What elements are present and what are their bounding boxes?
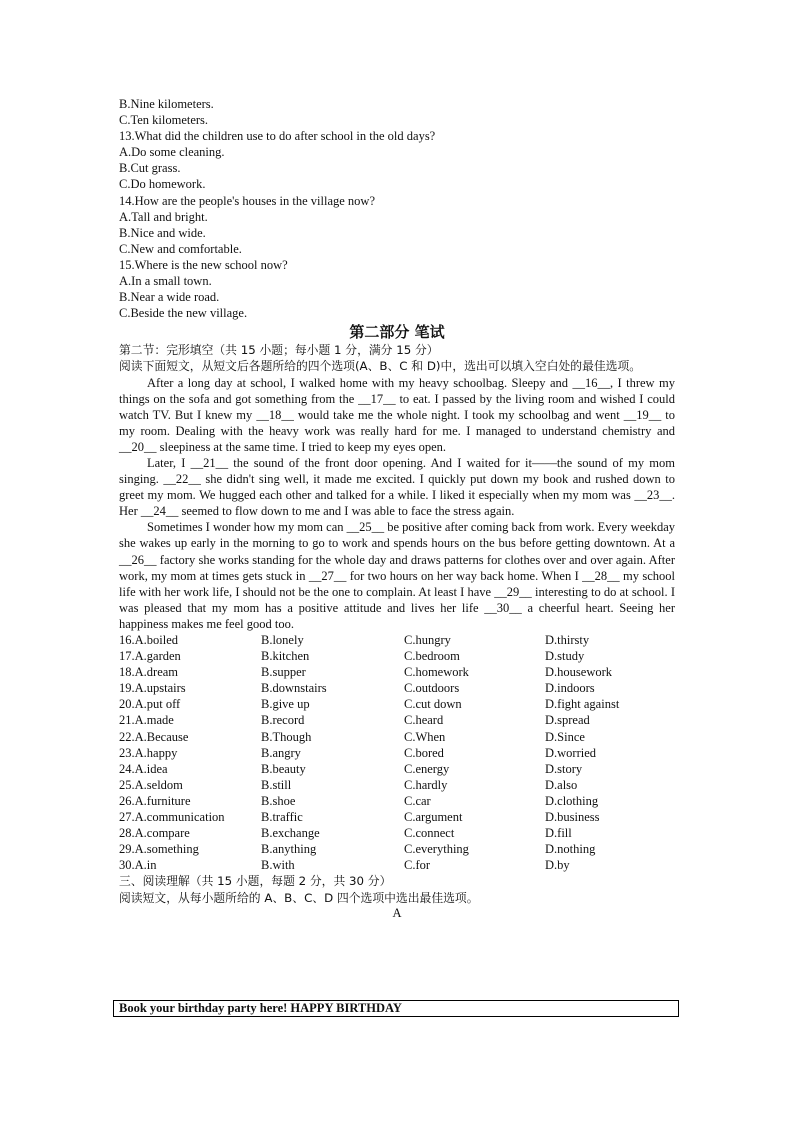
option-d: D.study (545, 649, 585, 664)
option-c: C.everything (404, 842, 469, 857)
option-line: C.New and comfortable. (119, 241, 242, 256)
option-b: B.shoe (261, 793, 296, 808)
section2-instruction: 阅读下面短文，从短文后各题所给的四个选项(A、B、C 和 D)中，选出可以填入空白处的最佳选项。 (119, 359, 642, 374)
option-row (119, 664, 675, 680)
passage-label: A (392, 905, 402, 920)
option-a: 21.A.made (119, 713, 174, 728)
option-c: C.bored (404, 745, 444, 760)
option-b: B.record (261, 713, 305, 728)
option-d: D.indoors (545, 681, 595, 696)
option-a: 16.A.boiled (119, 633, 179, 647)
option-d: D.story (545, 761, 583, 776)
option-c: C.hungry (404, 633, 451, 647)
option-line: B.Nice and wide. (119, 225, 206, 240)
option-a: 18.A.dream (119, 665, 179, 680)
option-d: D.fill (545, 826, 572, 841)
option-a: 17.A.garden (119, 649, 181, 664)
cloze-options (119, 632, 675, 873)
option-d: D.Since (545, 729, 585, 744)
option-c: C.car (404, 793, 431, 808)
option-b: B.with (261, 858, 295, 873)
option-c: C.outdoors (404, 681, 460, 696)
option-row (119, 712, 675, 728)
option-b: B.give up (261, 697, 310, 712)
option-d: D.worried (545, 745, 597, 760)
option-c: C.heard (404, 713, 444, 728)
question-line: 15.Where is the new school now? (119, 257, 288, 272)
option-row (119, 745, 675, 761)
option-d: D.housework (545, 665, 613, 680)
option-c: C.connect (404, 826, 455, 841)
option-line: B.Cut grass. (119, 161, 181, 176)
option-c: C.When (404, 729, 446, 744)
option-a: 27.A.communication (119, 810, 225, 825)
option-b: B.downstairs (261, 681, 327, 696)
option-d: D.clothing (545, 793, 599, 808)
option-line: B.Near a wide road. (119, 290, 220, 305)
option-row (119, 696, 675, 712)
option-c: C.cut down (404, 697, 462, 712)
option-a: 25.A.seldom (119, 777, 183, 792)
option-a: 26.A.furniture (119, 793, 191, 808)
option-c: C.bedroom (404, 649, 460, 664)
option-line: C.Beside the new village. (119, 306, 248, 321)
option-a: 28.A.compare (119, 826, 190, 841)
option-row (119, 825, 675, 841)
option-row (119, 761, 675, 777)
section3-heading: 三、阅读理解（共 15 小题，每题 2 分，共 30 分） (119, 874, 392, 889)
questions-top (119, 96, 675, 321)
option-b: B.traffic (261, 810, 303, 825)
option-row (119, 809, 675, 825)
exam-page (119, 96, 675, 921)
option-d: D.by (545, 858, 570, 873)
option-a: 30.A.in (119, 858, 157, 873)
option-d: D.thirsty (545, 633, 590, 647)
option-c: C.energy (404, 761, 450, 776)
passage-box-header: Book your birthday party here! HAPPY BIRTHDAY (113, 1000, 679, 1017)
option-row (119, 648, 675, 664)
option-line: C.Ten kilometers. (119, 113, 209, 128)
option-b: B.still (261, 777, 292, 792)
option-a: 19.A.upstairs (119, 681, 186, 696)
option-d: D.nothing (545, 842, 596, 857)
option-line: A.Tall and bright. (119, 209, 208, 224)
option-b: B.exchange (261, 826, 320, 841)
option-row (119, 777, 675, 793)
option-row (119, 729, 675, 745)
option-b: B.supper (261, 665, 306, 680)
option-row (119, 857, 675, 873)
option-row (119, 841, 675, 857)
option-d: D.fight against (545, 697, 620, 712)
cloze-passage (119, 375, 675, 633)
question-line: 13.What did the children use to do after school in the old days? (119, 129, 436, 144)
option-a: 23.A.happy (119, 745, 178, 760)
option-row (119, 680, 675, 696)
option-b: B.anything (261, 842, 317, 857)
question-line: 14.How are the people's houses in the village now? (119, 193, 376, 208)
option-c: C.argument (404, 810, 463, 825)
option-b: B.Though (261, 729, 312, 744)
option-row (119, 793, 675, 809)
passage-paragraph: Sometimes I wonder how my mom can __25__ be positive after coming back from work. Every weekday she wakes up early in the morning to go to work and spends hours on the bus before getting downtown. At a __26__ factory she works standing for the whole day and draws patterns for clothes over and over again. After work, my mom at times gets stuck in __27__ for two hours on her way back home. When I __28__ my school life with her work life, I should not be the one to complain. At least I have __29__ interesting to do at school. I was pleased that my mom has a positive attitude and lives her life __30__ a cheerful heart. Seeing her happiness makes me feel good too. (119, 520, 675, 631)
option-line: C.Do homework. (119, 177, 206, 192)
option-a: 20.A.put off (119, 697, 181, 712)
option-c: C.homework (404, 665, 469, 680)
option-row (119, 632, 675, 648)
option-c: C.for (404, 858, 431, 873)
option-d: D.spread (545, 713, 590, 728)
option-d: D.business (545, 810, 600, 825)
option-a: 29.A.something (119, 842, 199, 857)
option-b: B.lonely (261, 633, 304, 647)
option-line: B.Nine kilometers. (119, 97, 214, 111)
option-c: C.hardly (404, 777, 448, 792)
option-line: A.In a small town. (119, 274, 212, 289)
section2-heading: 第二节：完形填空（共 15 小题；每小题 1 分，满分 15 分） (119, 343, 439, 358)
option-b: B.angry (261, 745, 301, 760)
passage-paragraph: Later, I __21__ the sound of the front door opening. And I waited for it——the sound of my mom singing. __22__ she didn't sing well, it made me excited. I quickly put down my book and rushed down to greet my mom. We hugged each other and talked for a while. I liked it especially when my mom was __23__. Her __24__ seemed to flow down to me and I was able to face the stress again. (119, 455, 675, 519)
option-b: B.kitchen (261, 649, 310, 664)
option-d: D.also (545, 777, 578, 792)
part-title: 第二部分 笔试 (349, 323, 445, 342)
option-a: 24.A.idea (119, 761, 168, 776)
option-line: A.Do some cleaning. (119, 145, 225, 160)
section3-instruction: 阅读短文，从每小题所给的 A、B、C、D 四个选项中选出最佳选项。 (119, 890, 479, 905)
option-b: B.beauty (261, 761, 306, 776)
passage-paragraph: After a long day at school, I walked home with my heavy schoolbag. Sleepy and __16__, I threw my things on the sofa and got something from the __17__ to eat. I passed by the living room and wished I could watch TV. But I knew my __18__ would take me the whole night. I took my schoolbag and went __19__ to my room. Dealing with the heavy work was really hard for me. I managed to understand chemistry and __20__ sleepiness at the same time. I tried to keep my eyes open. (119, 375, 675, 454)
option-a: 22.A.Because (119, 729, 189, 744)
